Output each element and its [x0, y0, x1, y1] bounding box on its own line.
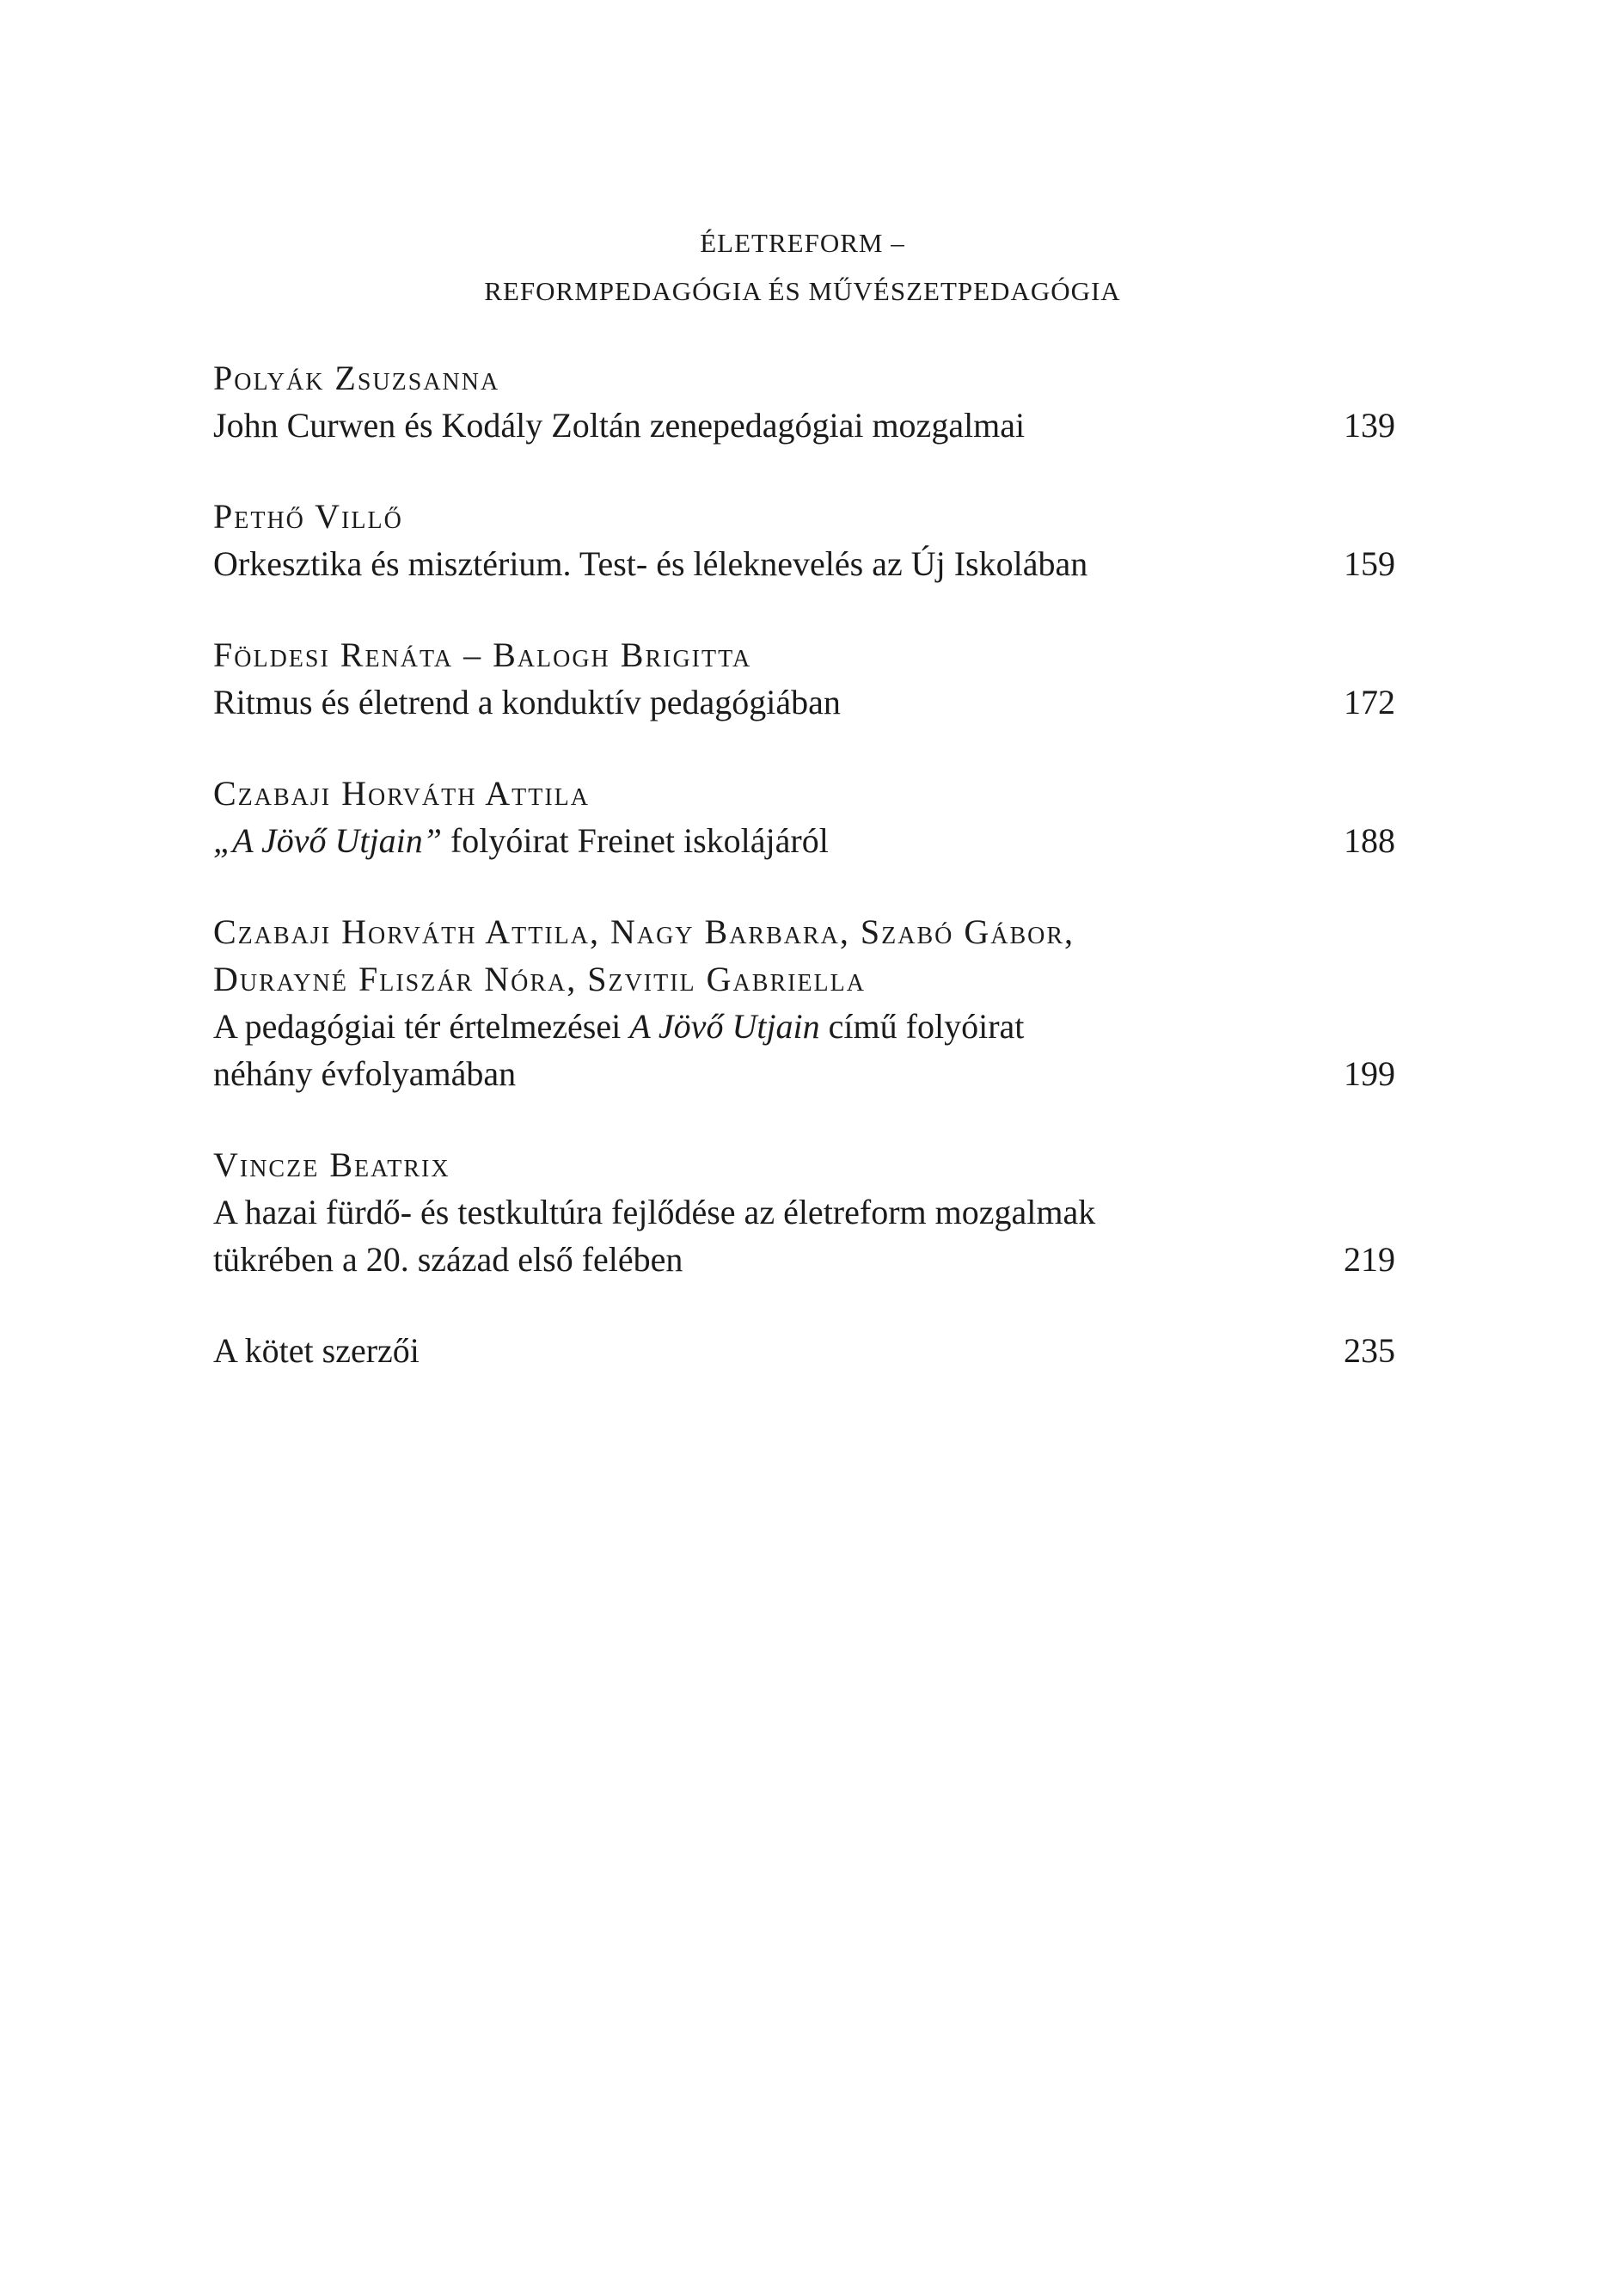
entry-page-number: 235 [1344, 1331, 1395, 1370]
toc-entry [213, 908, 1395, 1097]
entry-title-post: című folyóirat [819, 1007, 1025, 1046]
entry-title-row [213, 1327, 1395, 1374]
entry-title-row [213, 540, 1395, 587]
section-heading [0, 219, 1605, 316]
entry-title: Orkesztika és misztérium. Test- és léleknevelés az Új Iskolában [213, 544, 1088, 583]
entry-title-line-2: tükrében a 20. század első felében [213, 1240, 683, 1279]
toc-entry [213, 631, 1395, 726]
entry-title-row [213, 402, 1395, 449]
entry-title-line-2: néhány évfolyamában [213, 1054, 517, 1093]
entry-title-row [213, 817, 1395, 864]
toc-entries [213, 354, 1395, 1418]
entry-page-number: 139 [1344, 406, 1395, 445]
entry-author: Czabaji Horváth Attila [213, 774, 590, 813]
entry-title-italic: „A Jövő Utjain” [213, 821, 442, 860]
entry-title: A kötet szerzői [213, 1331, 420, 1370]
entry-author-line-2: Durayné Fliszár Nóra, Szvitil Gabriella [213, 960, 866, 998]
entry-author: Pethő Villő [213, 497, 403, 536]
entry-title-line-1 [213, 1003, 1275, 1050]
entry-page-number: 172 [1344, 683, 1395, 721]
entry-title-row [213, 678, 1395, 726]
entry-author: Vincze Beatrix [213, 1145, 450, 1184]
entry-title-row [213, 1003, 1395, 1097]
entry-title [213, 817, 1275, 864]
toc-entry [213, 770, 1395, 864]
entry-title: Ritmus és életrend a konduktív pedagógiában [213, 683, 841, 721]
entry-author: Földesi Renáta – Balogh Brigitta [213, 635, 752, 674]
toc-entry [213, 493, 1395, 587]
entry-title-pre: A pedagógiai tér értelmezései [213, 1007, 630, 1046]
entry-title-line-1: A hazai fürdő- és testkultúra fejlődése az életreform mozgalmak [213, 1193, 1096, 1231]
entry-page-number: 219 [1344, 1240, 1395, 1279]
section-heading-line-2: REFORMPEDAGÓGIA ÉS MŰVÉSZETPEDAGÓGIA [484, 276, 1121, 306]
entry-title-italic: A Jövő Utjain [629, 1007, 820, 1046]
toc-entry [213, 354, 1395, 449]
toc-entry [213, 1141, 1395, 1283]
entry-page-number: 199 [1344, 1054, 1395, 1093]
entry-title: John Curwen és Kodály Zoltán zenepedagógiai mozgalmai [213, 406, 1026, 445]
entry-page-number: 159 [1344, 544, 1395, 583]
section-heading-line-1: ÉLETREFORM – [700, 228, 905, 258]
entry-title-rest: folyóirat Freinet iskolájáról [441, 821, 829, 860]
entry-author: Polyák Zsuzsanna [213, 359, 500, 397]
entry-page-number: 188 [1344, 821, 1395, 860]
toc-entry [213, 1327, 1395, 1374]
entry-title-row [213, 1188, 1395, 1283]
entry-author-line-1: Czabaji Horváth Attila, Nagy Barbara, Szabó Gábor, [213, 912, 1075, 951]
